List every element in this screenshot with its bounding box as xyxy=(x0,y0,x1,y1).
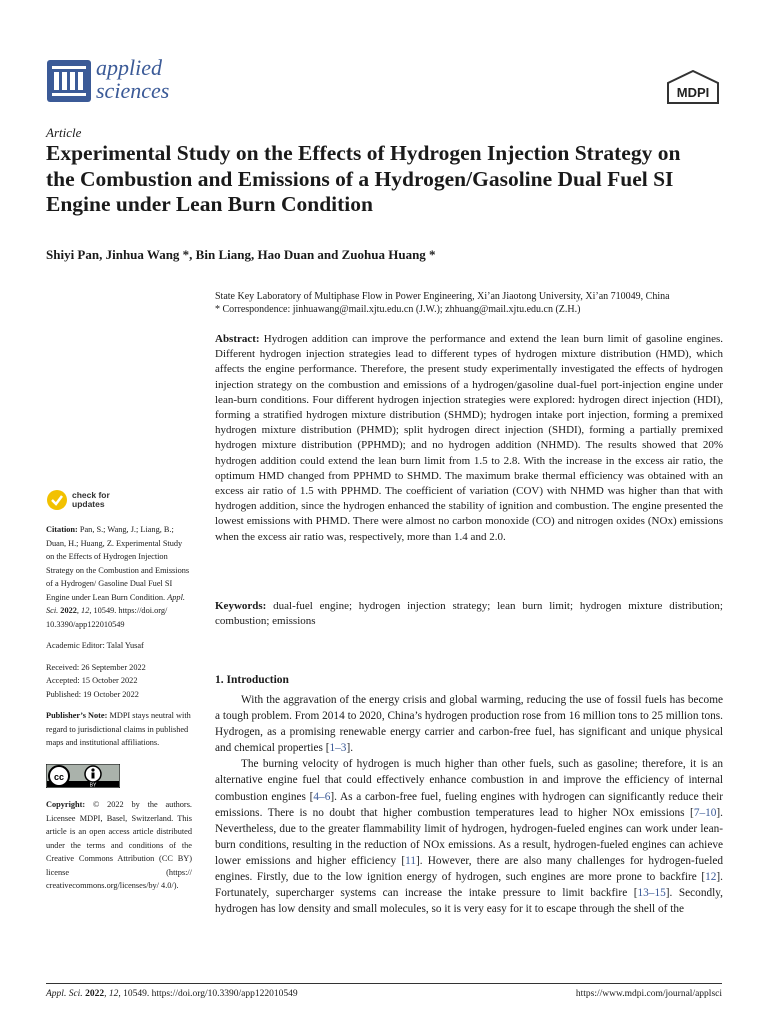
citation-journal: Appl. Sci. xyxy=(46,592,185,615)
journal-name-line2: sciences xyxy=(96,78,170,103)
publishers-note xyxy=(46,709,192,750)
footer-citation xyxy=(46,989,298,999)
abstract-text: Hydrogen addition can improve the performance and extend the lean burn limit of gasoline engines. Different hydrogen injection strategies lead to different types of hydrogen mixture distribution (HMD), which affects the engine performance. Therefore, the present study experimentally investigated the effects of hydrogen injection strategy on the combustion and emissions of a hydrogen/gasoline dual-fuel port-injection engine under lean-burn conditions. Four different hydrogen injection strategies were explored: hydrogen direct injection (HDI), forming a stratified hydrogen mixture distribution (SHMD); hydrogen intake port injection, forming a premixed hydrogen mixture distribution (PHMD); split hydrogen direct injection (SHDI), forming a partially premixed hydrogen mixture distribution (PPHMD); and no hydrogen addition (NHMD). The results showed that 20% hydrogen addition could extend the lean burn limit from 1.5 to 2.8. With the increase in the excess air ratio, the optimum HMD changed from PPHMD to SHMD. The maximum brake thermal efficiency was obtained with an excess air ratio of 1.5 with PPHMD. The coefficient of variation (COV) with NHMD was higher than that with hydrogen addition, since the hydrogen enhanced the stability of ignition and combustion. The engine presented the lowest emissions with PHMD. There were almost no carbon monoxide (CO) and nitrogen oxides (NOx) emissions when the excess air ratio was, respectively, more than 1.4 and 2.0. xyxy=(215,333,723,543)
keywords-label: Keywords: xyxy=(215,600,267,612)
received-date: Received: 26 September 2022 xyxy=(46,662,146,672)
section-heading-introduction: 1. Introduction xyxy=(215,674,289,686)
citation-link[interactable]: 12 xyxy=(705,871,717,884)
footer-text: , xyxy=(104,989,109,999)
footer-divider xyxy=(46,983,722,984)
intro-text: ]. Fortunately, supercharger systems can increase the intake pressure to limit backfire [ xyxy=(215,871,723,900)
correspondence: * Correspondence: jinhuawang@mail.xjtu.edu.cn (J.W.); zhhuang@mail.xjtu.edu.cn (Z.H.) xyxy=(215,304,581,315)
citation-block xyxy=(46,523,192,631)
sidebar xyxy=(46,489,192,901)
intro-text: ]. However, there are also many challenges for hydrogen-fueled engines. Firstly, due to the low ignition energy of hydrogen, such engines are more prone to backfire [ xyxy=(215,854,723,884)
affiliation-lab: State Key Laboratory of Multiphase Flow in Power Engineering, Xi’an Jiaotong University, Xi’an 710049, China xyxy=(215,291,670,302)
cc-by-license-icon[interactable] xyxy=(46,764,120,788)
check-updates-icon xyxy=(46,489,68,511)
journal-name-line1: applied xyxy=(96,55,162,80)
citation-doi[interactable]: , 10549. https://doi.org/ 10.3390/app122010549 xyxy=(46,606,168,629)
keywords xyxy=(215,599,723,629)
footer-volume: 12 xyxy=(108,989,119,999)
check-for-updates-badge[interactable] xyxy=(46,489,192,511)
footer-doi[interactable]: , 10549. https://doi.org/10.3390/app122010549 xyxy=(118,989,298,999)
cc-by-text: BY xyxy=(89,782,97,788)
abstract-label: Abstract: xyxy=(215,333,260,345)
note-text: MDPI stays neutral with regard to jurisdictional claims in published maps and institutional affiliations. xyxy=(46,711,191,747)
intro-text: ]. Secondly, hydrogen has low density and small molecules, so it is very easy for it to escape through the shell of the xyxy=(215,887,723,916)
note-label: Publisher’s Note: xyxy=(46,711,108,720)
published-date: Published: 19 October 2022 xyxy=(46,689,139,699)
citation-link[interactable]: 7–10 xyxy=(693,806,717,819)
footer-journal: Appl. Sci. xyxy=(46,989,83,999)
mdpi-logo-icon xyxy=(666,70,720,106)
intro-text: With the aggravation of the energy crisis and global warming, reducing the use of fossil fuels has become a tough problem. From 2014 to 2020, China’s hydrogen production rose from 16 million tons to 25 million tons. Hydrogen, as a promising renewable energy carrier and carbon-free fuel, has significant and unique physical and chemical properties [ xyxy=(215,694,723,755)
intro-text: ]. xyxy=(346,742,354,755)
citation-link[interactable]: 13–15 xyxy=(637,887,666,900)
academic-editor: Academic Editor: Talal Yusaf xyxy=(46,641,144,650)
journal-name xyxy=(96,56,169,102)
abstract xyxy=(215,332,723,545)
paper-title: Experimental Study on the Effects of Hydrogen Injection Strategy on the Combustion and Emissions of a Hydrogen/Gasoline Dual Fuel SI Engine under Lean Burn Condition xyxy=(46,141,681,216)
keywords-text: dual-fuel engine; hydrogen injection strategy; lean burn limit; hydrogen mixture distribution; combustion; emissions xyxy=(215,600,723,628)
updates-line2: updates xyxy=(72,499,105,509)
intro-text: ]. As a carbon-free fuel, fueling engines with hydrogen can significantly reduce their emissions. There is no doubt that higher combustion temperatures lead to higher NOx emissions [ xyxy=(215,790,723,819)
intro-paragraph-1 xyxy=(215,692,723,756)
footer-year: 2022 xyxy=(82,989,105,999)
citation-label: Citation: xyxy=(46,525,78,534)
intro-paragraph-2 xyxy=(215,756,723,917)
copyright-block xyxy=(46,798,192,893)
author-list: Shiyi Pan, Jinhua Wang *, Bin Liang, Hao Duan and Zuohua Huang * xyxy=(46,247,436,262)
citation-link[interactable]: 1–3 xyxy=(329,742,347,755)
updates-line1: check for xyxy=(72,490,110,500)
copyright-label: Copyright: xyxy=(46,800,86,809)
citation-link[interactable]: 11 xyxy=(405,854,416,867)
citation-text: Pan, S.; Wang, J.; Liang, B.; Duan, H.; Huang, Z. Experimental Study on the Effects of Hydrogen Injection Strategy on the Combustion and Emissions of a Hydrogen/ Gasoline Dual Fuel SI Engine under Lean Burn Condition. xyxy=(46,525,190,602)
check-updates-text xyxy=(72,491,110,509)
citation-year: 2022 xyxy=(58,606,77,615)
footer-journal-url[interactable]: https://www.mdpi.com/journal/applsci xyxy=(575,989,722,999)
citation-text: , xyxy=(76,606,82,615)
journal-logo-icon xyxy=(47,60,91,102)
affiliation-block xyxy=(215,290,720,316)
introduction-body xyxy=(215,692,723,917)
copyright-text: © 2022 by the authors. Licensee MDPI, Basel, Switzerland. This article is an open access article distributed under the terms and conditions of the Creative Commons Attribution (CC BY) license (https:// creativecommons.org/licenses/by/ 4.0/). xyxy=(46,800,192,890)
article-type: Article xyxy=(46,125,82,140)
citation-link[interactable]: 4–6 xyxy=(313,790,331,803)
citation-volume: 12 xyxy=(81,606,90,615)
accepted-date: Accepted: 15 October 2022 xyxy=(46,676,138,685)
intro-text: The burning velocity of hydrogen is much higher than other fuels, such as gasoline; therefore, it is an alternative engine fuel that could effectively enhance combustion in and improve the efficiency of internal combustion engines [ xyxy=(215,758,723,803)
publisher-name: MDPI xyxy=(676,85,710,100)
svg-text:cc: cc xyxy=(53,771,65,782)
intro-text: ]. Nevertheless, due to the greater flammability limit of hydrogen, hydrogen-fueled engines can work under lean-burn conditions, resulting in the reduction of NOx emissions. As a result, hydrogen-fueled engines can achieve lower emissions and higher efficiency [ xyxy=(215,806,723,867)
